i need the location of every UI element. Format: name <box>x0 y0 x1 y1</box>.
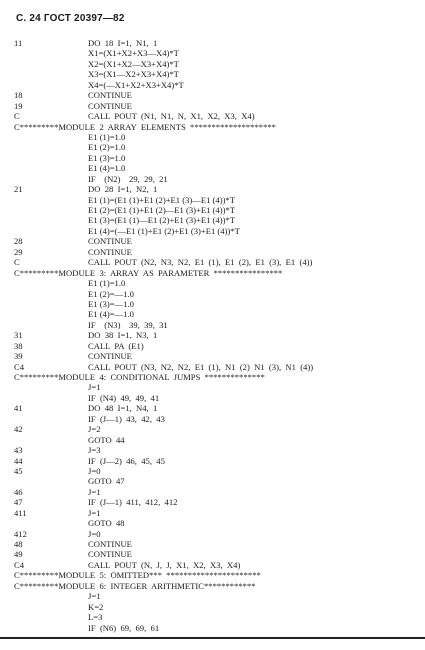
code-line <box>14 195 419 205</box>
code-statement: GOTO 47 <box>88 476 125 487</box>
code-statement: CONTINUE <box>88 549 132 560</box>
code-line <box>14 497 419 507</box>
code-statement: CONTINUE <box>88 90 132 101</box>
module-comment: C*********MODULE 4: CONDITIONAL JUMPS ************** <box>14 372 265 382</box>
line-label: 18 <box>14 90 23 101</box>
code-line <box>14 602 419 612</box>
line-label: 411 <box>14 507 27 518</box>
code-statement: E1 (3)=(E1 (1)—E1 (2)+E1 (3)+E1 (4))*T <box>88 215 235 226</box>
code-line <box>14 101 419 111</box>
line-label: C4 <box>14 361 25 372</box>
line-label: 42 <box>14 424 23 435</box>
code-line <box>14 456 419 466</box>
code-line <box>14 372 419 382</box>
line-label: 21 <box>14 184 23 195</box>
code-statement: J=2 <box>88 424 101 435</box>
code-line <box>14 466 419 476</box>
code-line <box>14 570 419 580</box>
code-statement: IF (J—1) 411, 412, 412 <box>88 497 178 508</box>
code-line <box>14 132 419 142</box>
bottom-rule <box>0 637 425 639</box>
code-statement: CONTINUE <box>88 351 132 362</box>
code-line <box>14 393 419 403</box>
code-statement: E1 (4)=—1.0 <box>88 309 134 320</box>
code-line <box>14 142 419 152</box>
code-line <box>14 299 419 309</box>
line-label: 29 <box>14 246 23 257</box>
code-line <box>14 445 419 455</box>
code-statement: X1=(X1+X2+X3—X4)*T <box>88 48 179 59</box>
line-label: C <box>14 111 20 122</box>
code-statement: X3=(X1—X2+X3+X4)*T <box>88 69 179 80</box>
code-statement: IF (N2) 29, 29, 21 <box>88 173 168 184</box>
code-statement: J=1 <box>88 486 101 497</box>
code-line <box>14 236 419 246</box>
line-label: 41 <box>14 403 23 414</box>
code-line <box>14 215 419 225</box>
code-line <box>14 539 419 549</box>
code-statement: IF (N4) 49, 49, 41 <box>88 392 160 403</box>
code-statement: J=0 <box>88 465 101 476</box>
code-line <box>14 90 419 100</box>
code-line <box>14 289 419 299</box>
code-line <box>14 226 419 236</box>
line-label: 44 <box>14 455 23 466</box>
code-line <box>14 163 419 173</box>
code-line <box>14 184 419 194</box>
line-label: 39 <box>14 351 23 362</box>
code-line <box>14 487 419 497</box>
code-statement: E1 (1)=(E1 (1)+E1 (2)+E1 (3)—E1 (4))*T <box>88 194 235 205</box>
code-line <box>14 341 419 351</box>
code-line <box>14 612 419 622</box>
code-statement: E1 (3)=1.0 <box>88 152 126 163</box>
code-statement: E1 (2)=(E1 (1)+E1 (2)—E1 (3)+E1 (4))*T <box>88 205 235 215</box>
code-line <box>14 581 419 591</box>
code-line <box>14 205 419 215</box>
code-statement: X4=(—X1+X2+X3+X4)*T <box>88 79 184 90</box>
code-line <box>14 403 419 413</box>
code-line <box>14 549 419 559</box>
code-line <box>14 122 419 132</box>
code-statement: GOTO 44 <box>88 434 125 445</box>
code-line <box>14 330 419 340</box>
module-comment: C*********MODULE 3: ARRAY AS PARAMETER **************** <box>14 267 283 278</box>
code-statement: K=2 <box>88 601 104 612</box>
code-line <box>14 80 419 90</box>
code-line <box>14 257 419 267</box>
code-line <box>14 362 419 372</box>
code-statement: IF (J—2) 46, 45, 45 <box>88 455 165 466</box>
code-line <box>14 309 419 319</box>
code-listing <box>14 38 419 633</box>
code-statement: CALL POUT (N, J, J, X1, X2, X3, X4) <box>88 559 241 570</box>
code-statement: E1 (1)=1.0 <box>88 131 126 142</box>
code-statement: CONTINUE <box>88 100 132 111</box>
code-statement: CALL PA (E1) <box>88 340 144 351</box>
line-label: 11 <box>14 38 23 48</box>
code-line <box>14 591 419 601</box>
code-statement: CALL POUT (N3, N2, N2, E1 (1), N1 (2) N1 (3), N1 (4)) <box>88 361 314 372</box>
code-statement: IF (J—1) 43, 42, 43 <box>88 413 165 424</box>
code-statement: J=1 <box>88 507 101 518</box>
module-comment: C*********MODULE 2 ARRAY ELEMENTS ******************** <box>14 121 276 132</box>
line-label: C4 <box>14 559 25 570</box>
code-statement: CALL POUT (N2, N3, N2, E1 (1), E1 (2), E1 (3), E1 (4)) <box>88 257 313 268</box>
code-line <box>14 38 419 48</box>
line-label: 49 <box>14 549 23 560</box>
code-line <box>14 111 419 121</box>
code-statement: DO 18 I=1, N1, 1 <box>88 38 158 48</box>
code-statement: E1 (3)=—1.0 <box>88 298 134 309</box>
code-statement: GOTO 48 <box>88 518 125 529</box>
line-label: 46 <box>14 486 23 497</box>
line-label: 31 <box>14 330 23 341</box>
code-line <box>14 518 419 528</box>
code-line <box>14 351 419 361</box>
code-statement: E1 (4)=(—E1 (1)+E1 (2)+E1 (3)+E1 (4))*T <box>88 225 240 236</box>
code-statement: CALL POUT (N1, N1, N, X1, X2, X3, X4) <box>88 111 255 122</box>
code-statement: L=3 <box>88 612 103 623</box>
page-header: С. 24 ГОСТ 20397—82 <box>16 13 125 24</box>
code-statement: IF (N3) 39, 39, 31 <box>88 319 168 330</box>
code-line <box>14 424 419 434</box>
code-line <box>14 414 419 424</box>
code-line <box>14 560 419 570</box>
code-statement: X2=(X1+X2—X3+X4)*T <box>88 58 179 69</box>
code-statement: J=0 <box>88 528 101 539</box>
code-statement: DO 48 I=1, N4, 1 <box>88 403 158 414</box>
code-line <box>14 278 419 288</box>
line-label: 45 <box>14 465 23 476</box>
code-line <box>14 48 419 58</box>
code-line <box>14 623 419 633</box>
code-line <box>14 382 419 392</box>
code-statement: E1 (2)=1.0 <box>88 142 126 153</box>
code-line <box>14 153 419 163</box>
code-statement: J=3 <box>88 445 101 456</box>
line-label: 38 <box>14 340 23 351</box>
line-label: 48 <box>14 539 23 549</box>
line-label: C <box>14 257 20 268</box>
code-line <box>14 529 419 539</box>
module-comment: C*********MODULE 6: INTEGER ARITHMETIC************ <box>14 580 256 591</box>
code-statement: E1 (1)=1.0 <box>88 278 126 289</box>
code-line <box>14 508 419 518</box>
code-statement: E1 (2)=—1.0 <box>88 288 134 299</box>
code-statement: CONTINUE <box>88 539 132 549</box>
code-statement: DO 38 I=1, N3, 1 <box>88 330 158 341</box>
code-statement: J=1 <box>88 382 101 393</box>
line-label: 19 <box>14 100 23 111</box>
code-line <box>14 69 419 79</box>
code-line <box>14 268 419 278</box>
code-statement: CONTINUE <box>88 246 132 257</box>
line-label: 47 <box>14 497 23 508</box>
code-statement: DO 28 I=1, N2, 1 <box>88 184 158 195</box>
code-line <box>14 476 419 486</box>
code-line <box>14 435 419 445</box>
line-label: 28 <box>14 236 23 247</box>
module-comment: C*********MODULE 5: OMITTED*** ********************** <box>14 570 261 581</box>
code-line <box>14 174 419 184</box>
code-line <box>14 59 419 69</box>
line-label: 43 <box>14 445 23 456</box>
code-line <box>14 320 419 330</box>
code-statement: IF (N6) 69, 69, 61 <box>88 622 160 633</box>
code-statement: CONTINUE <box>88 236 132 247</box>
code-statement: E1 (4)=1.0 <box>88 163 126 174</box>
code-line <box>14 247 419 257</box>
line-label: 412 <box>14 528 27 539</box>
code-statement: J=1 <box>88 591 101 602</box>
